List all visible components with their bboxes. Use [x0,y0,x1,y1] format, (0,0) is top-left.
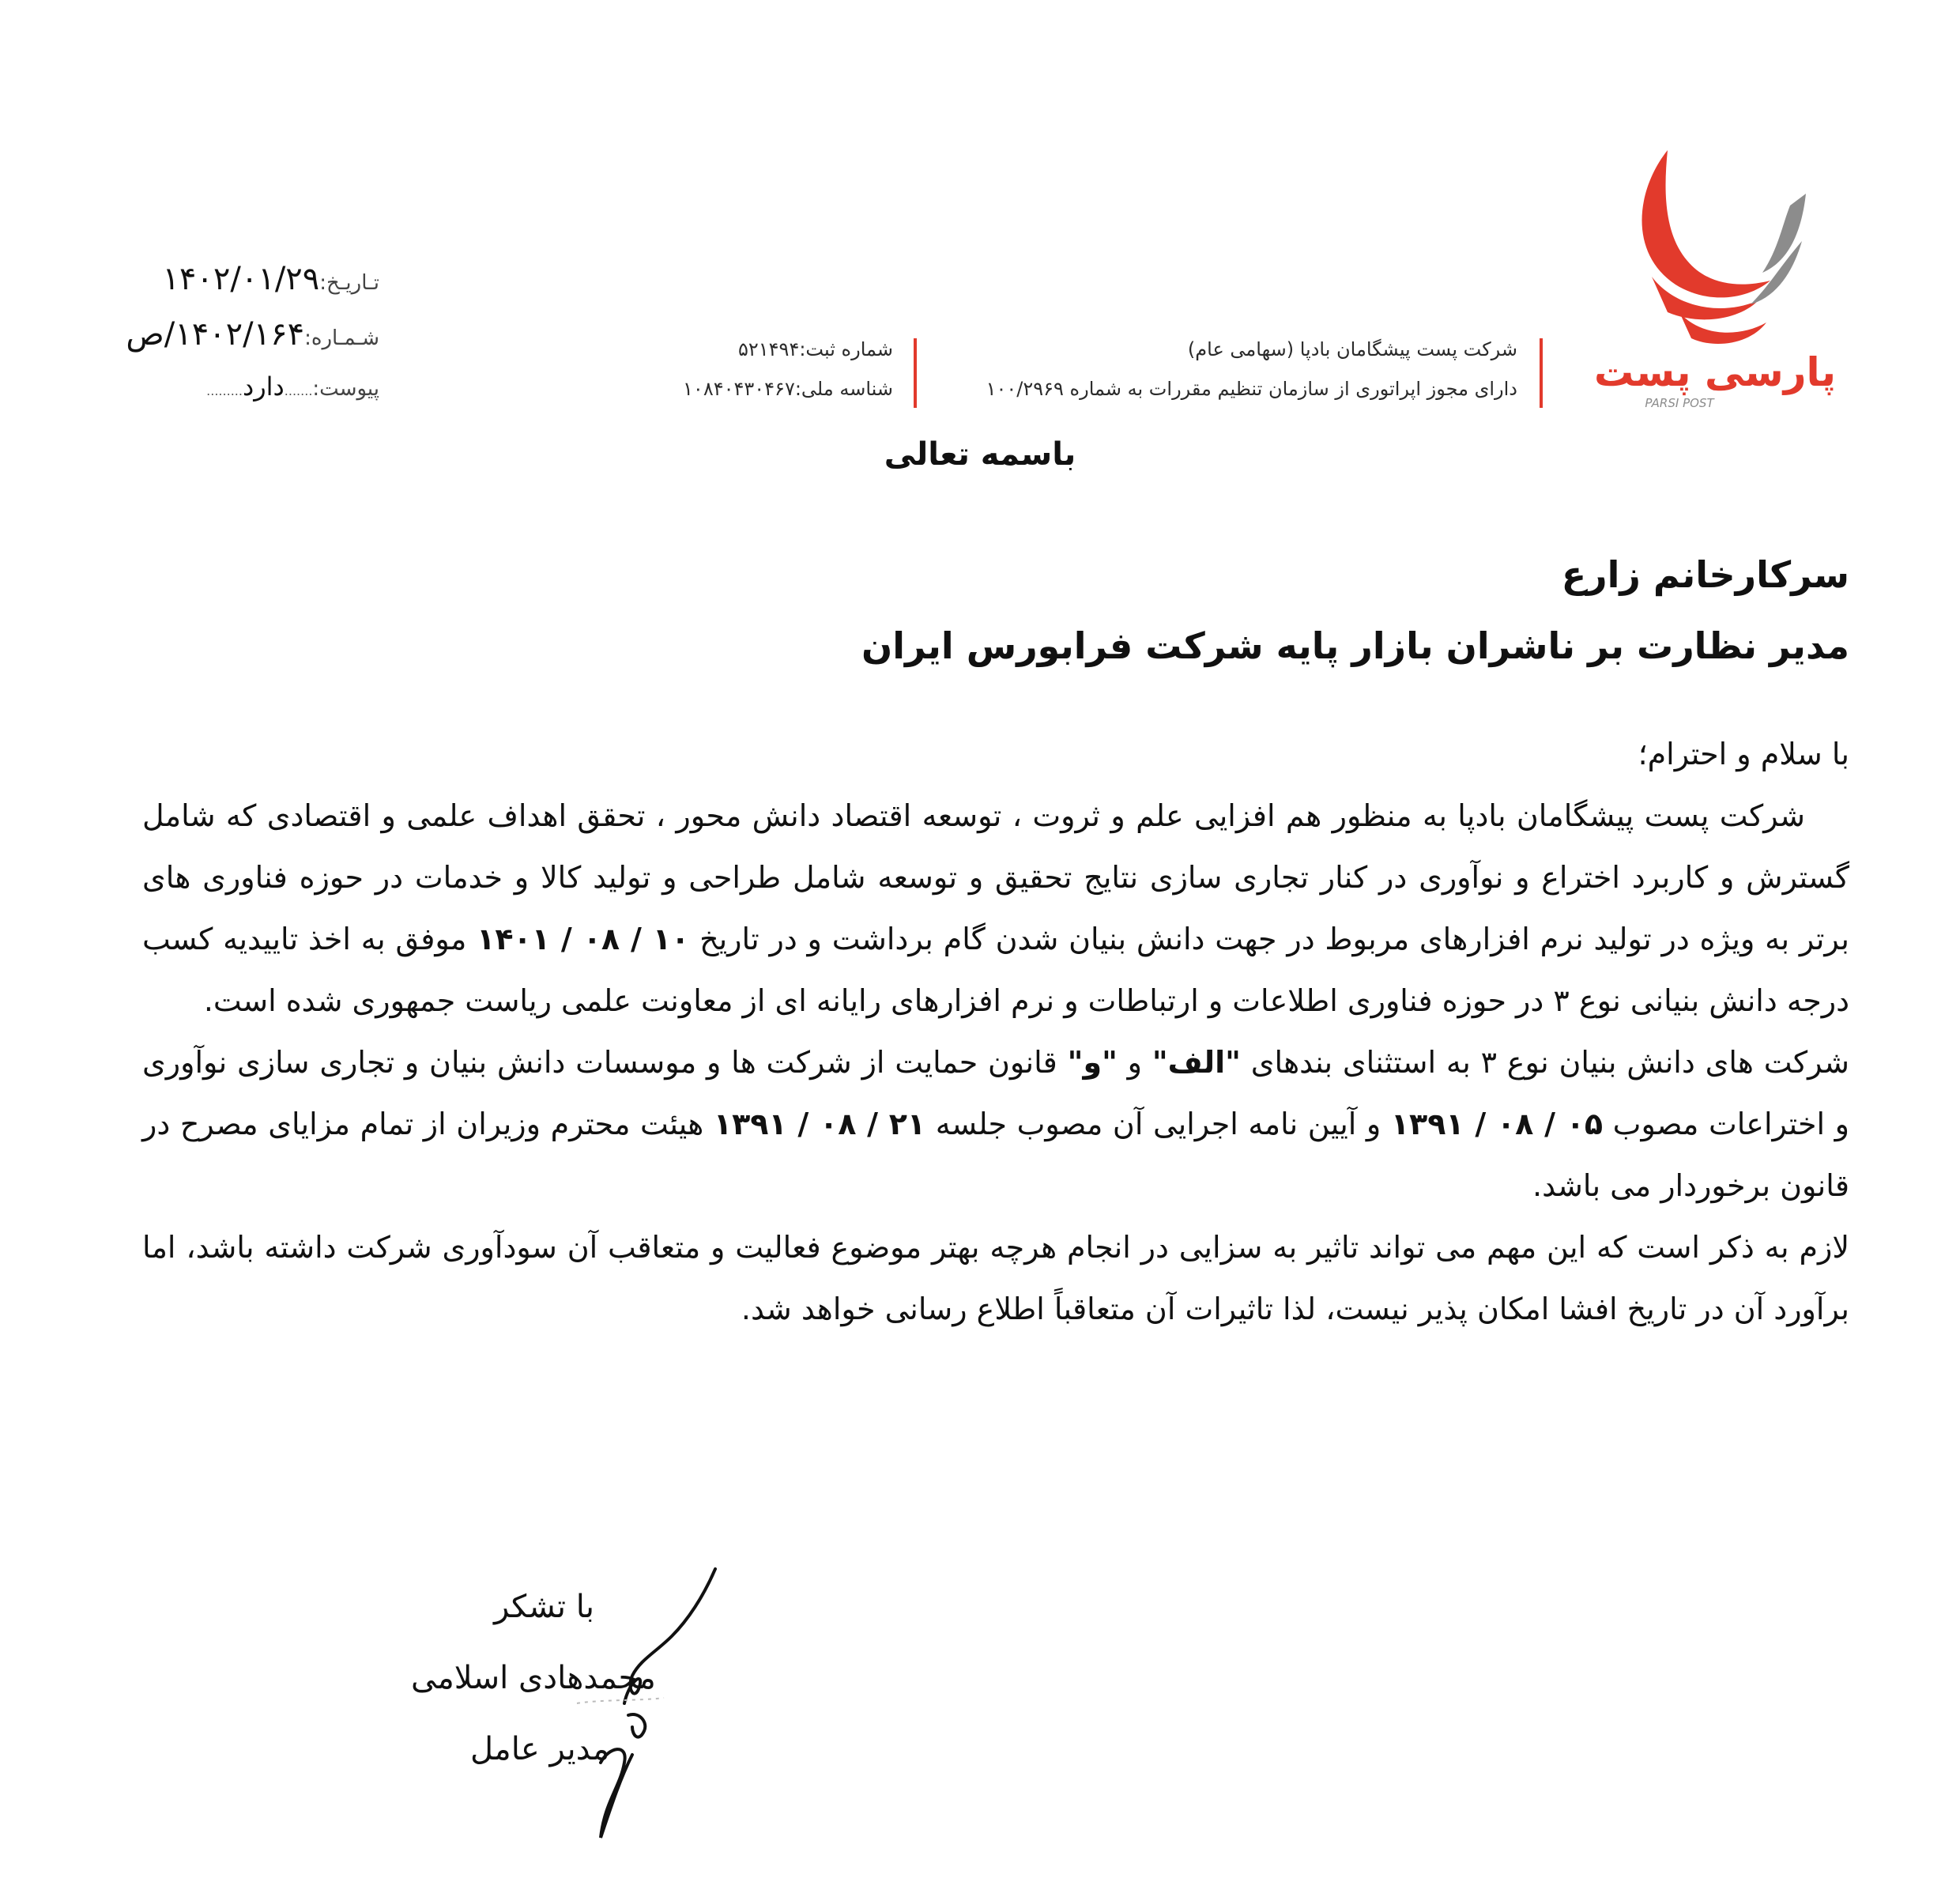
letter-body [142,723,1849,1340]
parsi-post-logo [1593,142,1837,411]
greeting: با سلام و احترام؛ [1638,737,1849,771]
logo-brand-fa: پارسی پست [1593,349,1837,395]
number-label: شـمـاره: [304,326,379,350]
clause-vav: "و" [1067,1045,1118,1080]
handwritten-signature [553,1565,743,1850]
addressee-position: مدیر نظارت بر ناشران بازار پایه شرکت فرابورس ایران [861,624,1849,667]
number-value: ۱۴۰۲/۱۶۴/ص [126,316,305,353]
date-value: ۱۴۰۲/۰۱/۲۹ [162,261,320,297]
date-label: تـاریـخ: [319,271,379,295]
date-bold: ۱۰ / ۰۸ / ۱۴۰۱ [477,922,690,956]
company-name: شرکت پست پیشگامان بادپا (سهامی عام) [1187,338,1517,360]
logo-brand-en: PARSI POST [1645,396,1714,410]
attachment-value: دارد [242,371,285,402]
header-divider [914,338,917,408]
letter-title: باسمه تعالی [884,436,1076,473]
signatory-name: محمدهادی اسلامی [411,1660,656,1696]
text-span: و آیین نامه اجرایی آن مصوب جلسه [935,1107,1381,1141]
number-row [95,316,379,353]
addressee-name: سرکارخانم زارع [1561,553,1849,596]
paragraph-2 [142,1031,1849,1216]
date-row [95,261,379,297]
dotted-fill: ....... [284,383,313,398]
text-span: قانون حمایت از شرکت ها و موسسات دانش بنیان و تجاری سازی نوآوری و اختراعات مصوب [142,1045,1849,1141]
signatory-title: مدیر عامل [470,1731,610,1767]
date-bold: ۰۵ / ۰۸ / ۱۳۹۱ [1390,1107,1604,1141]
paragraph-1 [142,785,1849,1031]
text-span: و [1127,1045,1143,1080]
text-span: موفق به اخذ تاییدیه کسب درجه دانش بنیانی نوع ۳ در حوزه فناوری اطلاعات و ارتباطات و نرم افزارهای رایانه ای از معاونت علمی ریاست جمهوری شده است. [142,922,1849,1018]
attachment-row [95,371,379,402]
national-id: شناسه ملی:۱۰۸۴۰۴۳۰۴۶۷ [683,378,893,400]
logo-red-swoosh [1642,150,1771,297]
attachment-label: پیوست: [312,377,379,401]
closing-text: با تشکر [494,1589,595,1625]
date-bold: ۲۱ / ۰۸ / ۱۳۹۱ [713,1107,926,1141]
text-span: شرکت های دانش بنیان نوع ۳ به استثنای بندهای [1250,1045,1849,1080]
clause-alef: "الف" [1152,1045,1241,1080]
text-span: هیئت محترم وزیران از تمام مزایای مصرح در قانون برخوردار می باشد. [142,1107,1849,1203]
license-line: دارای مجوز اپراتوری از سازمان تنظیم مقررات به شماره ۱۰۰/۲۹۶۹ [986,378,1517,400]
dotted-fill: ......... [206,383,243,398]
text-span: شرکت پست پیشگامان بادپا به منظور هم افزایی علم و ثروت ، توسعه اقتصاد دانش محور ، تحقق اهداف علمی و اقتصادی که شامل گسترش و کاربرد اختراع و نوآوری در کنار تجاری سازی نتایج تحقیق و توسعه شامل طراحی و تولید کالا و خدمات در حوزه فناوری های برتر به ویژه در تولید نرم افزارهای مربوط در جهت دانش بنیان شدن گام برداشت و در تاریخ [142,798,1849,956]
header-divider [1540,338,1543,408]
registration-number: شماره ثبت:۵۲۱۴۹۴ [737,338,893,360]
paragraph-3: لازم به ذکر است که این مهم می تواند تاثیر به سزایی در انجام هرچه بهتر موضوع فعالیت و متعاقب آن سودآوری شرکت داشته باشد، اما برآورد آن در تاریخ افشا امکان پذیر نیست، لذا تاثیرات آن متعاقباً اطلاع رسانی خواهد شد. [142,1230,1849,1326]
